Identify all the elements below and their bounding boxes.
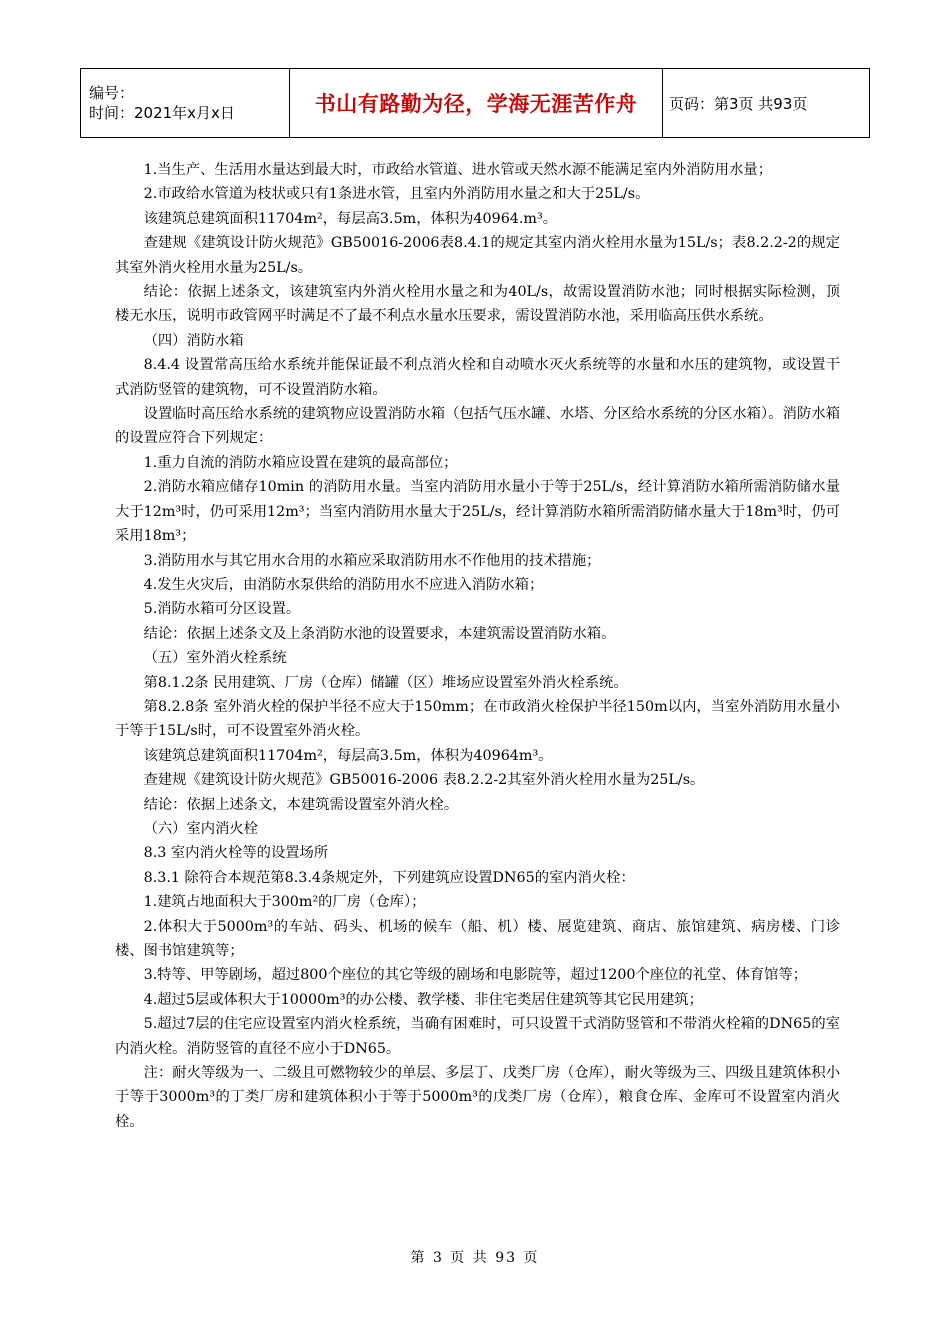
paragraph: 结论：依据上述条文及上条消防水池的设置要求，本建筑需设置消防水箱。: [143, 625, 616, 642]
header-page-info: 页码：第3页 共93页: [663, 69, 870, 138]
section-heading: （五）室外消火栓系统: [143, 650, 287, 667]
document-number-label: 编号：: [89, 84, 135, 102]
paragraph: 3.消防用水与其它用水合用的水箱应采取消防用水不作他用的技术措施；: [143, 552, 601, 569]
paragraph: 4.超过5层或体积大于10000m³的办公楼、教学楼、非住宅类居住建筑等其它民用建筑；: [143, 991, 703, 1008]
paragraph: 5.消防水箱可分区设置。: [143, 601, 301, 618]
paragraph: 查建规《建筑设计防火规范》GB50016-2006 表8.2.2-2其室外消火栓用水量为25L/s。: [143, 772, 705, 789]
paragraph: 第8.2.8条 室外消火栓的保护半径不应大于150mm；在市政消火栓保护半径150m以内，当室外消防用水量小于等于15L/s时，可不设置室外消火栓。: [115, 698, 840, 740]
document-time-label: 时间：2021年x月x日: [89, 104, 235, 122]
paragraph: 3.特等、甲等剧场，超过800个座位的其它等级的剧场和电影院等，超过1200个座位的礼堂、体育馆等；: [143, 967, 808, 984]
header-motto: 书山有路勤为径，学海无涯苦作舟: [290, 69, 663, 138]
section-heading: （六）室内消火栓: [143, 820, 258, 837]
paragraph: 查建规《建筑设计防火规范》GB50016-2006表8.4.1的规定其室内消火栓用水量为15L/s；表8.2.2-2的规定其室外消火栓用水量为25L/s。: [115, 235, 840, 276]
paragraph: 该建筑总建筑面积11704m²，每层高3.5m，体积为40964m³。: [143, 747, 553, 764]
paragraph: 2.体积大于5000m³的车站、码头、机场的候车（船、机）楼、展览建筑、商店、旅馆建筑、病房楼、门诊楼、图书馆建筑等；: [115, 918, 840, 959]
document-body: [115, 158, 840, 1134]
paragraph: 2.市政给水管道为枝状或只有1条进水管，且室内外消防用水量之和大于25L/s。: [143, 186, 650, 203]
paragraph: 1.当生产、生活用水量达到最大时，市政给水管道、进水管或天然水源不能满足室内外消防用水量；: [143, 162, 772, 178]
paragraph: 8.3 室内消火栓等的设置场所: [143, 845, 329, 862]
header-meta: [81, 69, 290, 138]
paragraph: 结论：依据上述条文，本建筑需设置室外消火栓。: [143, 796, 459, 813]
header-table: [80, 68, 870, 138]
paragraph: 8.4.4 设置常高压给水系统并能保证最不利点消火栓和自动喷水灭火系统等的水量和水压的建筑物，或设置干式消防竖管的建筑物，可不设置消防水箱。: [115, 357, 840, 398]
paragraph: 2.消防水箱应储存10min 的消防用水量。当室内消防用水量小于等于25L/s，经计算消防水箱所需消防储水量大于12m³时，仍可采用12m³；当室内消防用水量大于25L/s，经计算消防水箱所需消防储水量大于18m³时，仍可采用18m³；: [115, 479, 840, 545]
paragraph: 8.3.1 除符合本规范第8.3.4条规定外，下列建筑应设置DN65的室内消火栓：: [143, 869, 635, 886]
page-footer: 第 3 页 共 93 页: [410, 1250, 540, 1266]
paragraph: 该建筑总建筑面积11704m²，每层高3.5m，体积为40964.m³。: [143, 210, 558, 227]
section-heading: （四）消防水箱: [143, 332, 244, 349]
paragraph: 第8.1.2条 民用建筑、厂房（仓库）储罐（区）堆场应设置室外消火栓系统。: [143, 674, 628, 691]
paragraph: 1.重力自流的消防水箱应设置在建筑的最高部位；: [143, 454, 458, 471]
paragraph: 结论：依据上述条文，该建筑室内外消火栓用水量之和为40L/s，故需设置消防水池；同时根据实际检测，顶楼无水压，说明市政管网平时满足不了最不利点水量水压要求，需设置消防水池，采用临高压供水系统。: [115, 284, 840, 325]
paragraph: 1.建筑占地面积大于300m²的厂房（仓库）；: [143, 894, 426, 911]
paragraph: 设置临时高压给水系统的建筑物应设置消防水箱（包括气压水罐、水塔、分区给水系统的分区水箱）。消防水箱的设置应符合下列规定：: [115, 406, 840, 447]
paragraph: 5.超过7层的住宅应设置室内消火栓系统，当确有困难时，可只设置干式消防竖管和不带消火栓箱的DN65的室内消火栓。消防竖管的直径不应小于DN65。: [115, 1016, 840, 1057]
paragraph: 4.发生火灾后，由消防水泵供给的消防用水不应进入消防水箱；: [143, 576, 544, 593]
paragraph: 注：耐火等级为一、二级且可燃物较少的单层、多层丁、戊类厂房（仓库），耐火等级为三、四级且建筑体积小于等于3000m³的丁类厂房和建筑体积小于等于5000m³的戊类厂房（仓库），粮食仓库、金库可不设置室内消火栓。: [115, 1065, 840, 1130]
